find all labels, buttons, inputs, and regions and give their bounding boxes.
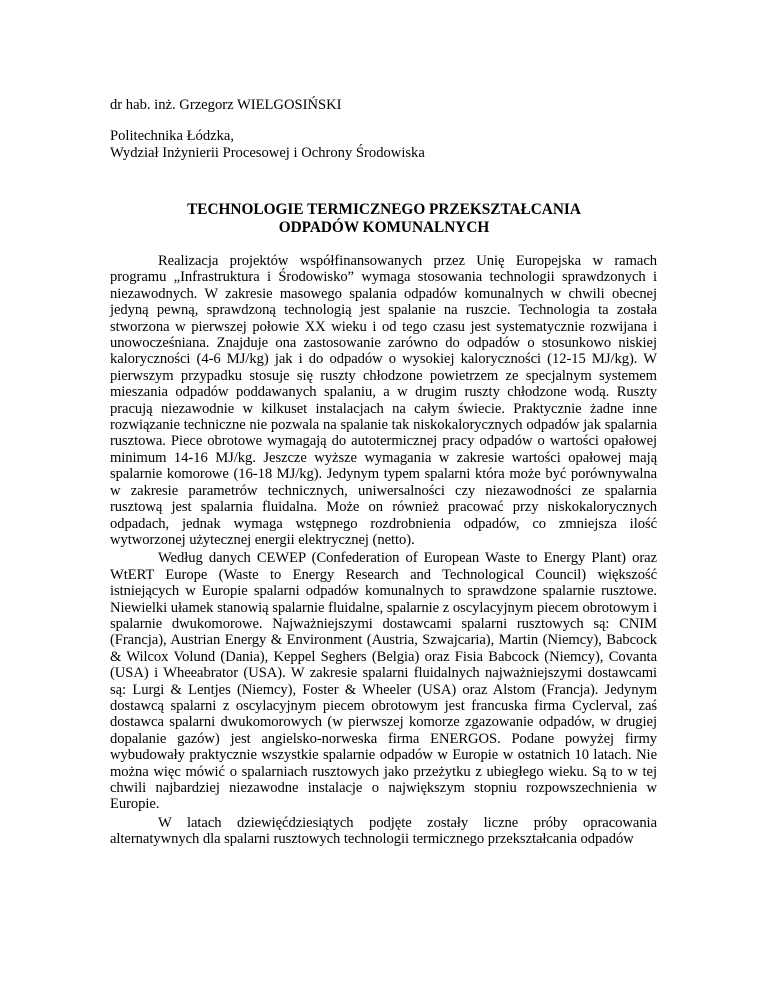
affiliation-faculty: Wydział Inżynierii Procesowej i Ochrony Środowiska xyxy=(110,144,425,161)
body-text xyxy=(110,253,657,850)
paragraph-1: Realizacja projektów współfinansowanych przez Unię Europejska w ramach programu „Infrastruktura i Środowisko” wymaga stosowania technologii sprawdzonych i niezawodnych. W zakresie masowego spalania odpadów komunalnych w chwili obecnej jedyną pewną, sprawdzoną technologią jest spalanie na ruszcie. Technologia ta została stworzona w pierwszej połowie XX wieku i od tego czasu jest systematycznie rozwijana i unowocześniana. Znajduje ona zastosowanie zarówno do odpadów o stosunkowo niskiej kaloryczności (4-6 MJ/kg) jak i do odpadów o wysokiej kaloryczności (12-15 MJ/kg). W pierwszym przypadku stosuje się ruszty chłodzone powietrzem ze specjalnym systemem mieszania odpadów poddawanych spalaniu, a w drugim ruszty chłodzone wodą. Ruszty pracują niezawodnie w kilkuset instalacjach na całym świecie. Praktycznie żadne inne rozwiązanie techniczne nie pozwala na spalanie tak niskokalorycznych odpadów jak spalarnia rusztowa. Piece obrotowe wymagają do autotermicznej pracy odpadów o wartości opałowej minimum 14-16 MJ/kg. Jeszcze wyższe wymagania w zakresie wartości opałowej mają spalarnie komorowe (16-18 MJ/kg). Jedynym typem spalarni która może być porównywalna w zakresie parametrów technicznych, uniwersalności czy niezawodności ze spalarnia rusztową jest spalarnia fluidalna. Może on również pracować przy niskokalorycznych odpadach, jednak wymaga wstępnego rozdrobnienia odpadów, co zmniejsza ilość wytworzonej użytecznej energii elektrycznej (netto). xyxy=(110,253,657,548)
paragraph-3: W latach dziewięćdziesiątych podjęte zostały liczne próby opracowania alternatywnych dla spalarni rusztowych technologii termicznego przekształcania odpadów xyxy=(110,814,657,848)
document-title xyxy=(110,201,658,237)
affiliation-university: Politechnika Łódzka, xyxy=(110,128,235,144)
author-name: dr hab. inż. Grzegorz WIELGOSIŃSKI xyxy=(110,97,342,113)
title-line-2: ODPADÓW KOMUNALNYCH xyxy=(278,219,490,236)
title-line-1: TECHNOLOGIE TERMICZNEGO PRZEKSZTAŁCANIA xyxy=(187,201,581,218)
paragraph-2: Według danych CEWEP (Confederation of European Waste to Energy Plant) oraz WtERT Europe (Waste to Energy Research and Technological Council) większość istniejących w Europie spalarni odpadów komunalnych to sprawdzone spalarnie rusztowe. Niewielki ułamek stanowią spalarnie fluidalne, spalarnie z oscylacyjnym piecem obrotowym i spalarnie dwukomorowe. Najważniejszymi dostawcami spalarni rusztowych są: CNIM (Francja), Austrian Energy & Environment (Austria, Szwajcaria), Martin (Niemcy), Babcock & Wilcox Volund (Dania), Keppel Seghers (Belgia) oraz Fisia Babcock (Niemcy), Covanta (USA) i Wheeabrator (USA). W zakresie spalarni fluidalnych najważniejszymi dostawcami są: Lurgi & Lentjes (Niemcy), Foster & Wheeler (USA) oraz Alstom (Francja). Jedynym dostawcą spalarni z oscylacyjnym piecem obrotowym jest francuska firma Cyclerval, zaś dostawca spalarni dwukomorowych (w pierwszej komorze zgazowanie odpadów, w drugiej dopalanie gazów) jest angielsko-norweska firma ENERGOS. Podane powyżej firmy wybudowały praktycznie wszystkie spalarnie odpadów w Europie w ostatnich 10 latach. Nie można więc mówić o spalarniach rusztowych jako przeżytku z ubiegłego wieku. Są to w tej chwili najbardziej niezawodne instalacje o największym stopniu rozpowszechnienia w Europie. xyxy=(110,550,657,813)
affiliation xyxy=(110,128,425,161)
